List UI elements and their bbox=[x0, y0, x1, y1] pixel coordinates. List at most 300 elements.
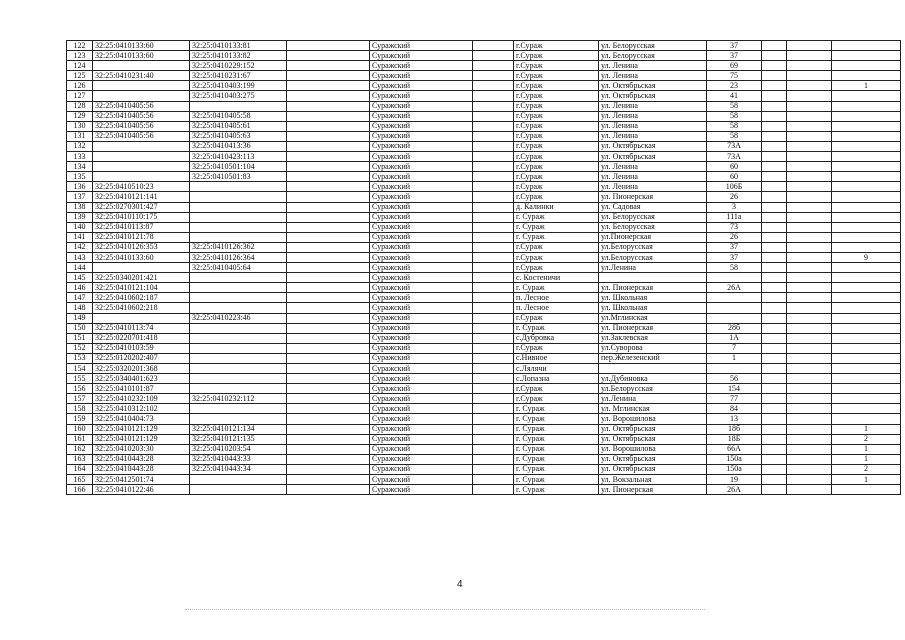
table-row bbox=[67, 172, 901, 182]
cell-house-number: 58 bbox=[707, 111, 762, 121]
cell-blank-col-2 bbox=[473, 475, 514, 485]
cell-house-number: 26А bbox=[707, 485, 762, 495]
cell-blank-col-3 bbox=[762, 172, 787, 182]
cell-cadastral-number: 32:25:0410312:102 bbox=[93, 404, 190, 414]
cell-sub-cadastral-number bbox=[190, 182, 287, 192]
cell-blank-col-2 bbox=[473, 313, 514, 323]
cell-district: Суражский bbox=[370, 162, 473, 172]
cell-house-number: 23 bbox=[707, 81, 762, 91]
cell-blank-col-3 bbox=[762, 71, 787, 81]
cell-district: Суражский bbox=[370, 414, 473, 424]
cell-blank-col-2 bbox=[473, 152, 514, 162]
cell-district: Суражский bbox=[370, 333, 473, 343]
table-row bbox=[67, 51, 901, 61]
cell-sub-cadastral-number: 32:25:0410126:362 bbox=[190, 242, 287, 252]
cell-locality: г. Сураж bbox=[514, 414, 599, 424]
cell-blank-col-3 bbox=[762, 374, 787, 384]
cell-district: Суражский bbox=[370, 192, 473, 202]
cell-blank-col-2 bbox=[473, 182, 514, 192]
cell-cadastral-number bbox=[93, 263, 190, 273]
cell-locality: г.Сураж bbox=[514, 343, 599, 353]
cell-blank-col bbox=[287, 394, 370, 404]
cell-house-number: 13 bbox=[707, 414, 762, 424]
cell-count: 1 bbox=[832, 475, 901, 485]
cell-locality: г.Сураж bbox=[514, 121, 599, 131]
cell-locality: г.Сураж bbox=[514, 131, 599, 141]
cell-house-number: 106Б bbox=[707, 182, 762, 192]
cell-house-number: 26 bbox=[707, 192, 762, 202]
cell-street: ул. Ворошилова bbox=[599, 414, 707, 424]
cell-district: Суражский bbox=[370, 111, 473, 121]
cell-count bbox=[832, 162, 901, 172]
cell-blank-col-3 bbox=[762, 364, 787, 374]
cell-row-number: 155 bbox=[67, 374, 93, 384]
cell-cadastral-number bbox=[93, 172, 190, 182]
cell-blank-col-2 bbox=[473, 141, 514, 151]
cell-sub-cadastral-number: 32:25:0410133:81 bbox=[190, 41, 287, 51]
cell-cadastral-number bbox=[93, 91, 190, 101]
cell-count bbox=[832, 404, 901, 414]
cell-blank-col-4 bbox=[787, 404, 832, 414]
cell-cadastral-number: 32:25:0410405:56 bbox=[93, 131, 190, 141]
cell-locality: г.Сураж bbox=[514, 313, 599, 323]
cell-row-number: 124 bbox=[67, 61, 93, 71]
cell-blank-col-2 bbox=[473, 384, 514, 394]
cell-count bbox=[832, 152, 901, 162]
cell-street: ул. Ленина bbox=[599, 131, 707, 141]
cell-row-number: 159 bbox=[67, 414, 93, 424]
cell-blank-col bbox=[287, 192, 370, 202]
cell-row-number: 135 bbox=[67, 172, 93, 182]
cell-blank-col-4 bbox=[787, 444, 832, 454]
table-row bbox=[67, 404, 901, 414]
cell-locality: г.Сураж bbox=[514, 101, 599, 111]
cell-street: ул. Белорусская bbox=[599, 51, 707, 61]
cell-blank-col bbox=[287, 141, 370, 151]
cell-row-number: 130 bbox=[67, 121, 93, 131]
cell-row-number: 153 bbox=[67, 353, 93, 363]
cell-count bbox=[832, 222, 901, 232]
cell-blank-col-4 bbox=[787, 71, 832, 81]
cell-sub-cadastral-number: 32:25:0410443:33 bbox=[190, 454, 287, 464]
cell-row-number: 156 bbox=[67, 384, 93, 394]
cell-count bbox=[832, 172, 901, 182]
cell-blank-col bbox=[287, 414, 370, 424]
cell-row-number: 125 bbox=[67, 71, 93, 81]
cell-district: Суражский bbox=[370, 454, 473, 464]
cell-blank-col-4 bbox=[787, 485, 832, 495]
cell-sub-cadastral-number bbox=[190, 374, 287, 384]
cell-row-number: 128 bbox=[67, 101, 93, 111]
cell-blank-col-4 bbox=[787, 273, 832, 283]
cell-blank-col-3 bbox=[762, 444, 787, 454]
cell-blank-col-3 bbox=[762, 192, 787, 202]
cell-count bbox=[832, 131, 901, 141]
cell-blank-col bbox=[287, 172, 370, 182]
cell-sub-cadastral-number: 32:25:0410126:364 bbox=[190, 252, 287, 262]
cell-blank-col-3 bbox=[762, 111, 787, 121]
cell-street: ул.Пионерская bbox=[599, 232, 707, 242]
cell-district: Суражский bbox=[370, 232, 473, 242]
cell-row-number: 154 bbox=[67, 364, 93, 374]
cell-row-number: 161 bbox=[67, 434, 93, 444]
table-row bbox=[67, 444, 901, 454]
cell-street: ул. Белорусская bbox=[599, 222, 707, 232]
cell-house-number: 150а bbox=[707, 464, 762, 474]
cell-blank-col-2 bbox=[473, 293, 514, 303]
cell-blank-col-2 bbox=[473, 71, 514, 81]
cell-blank-col-4 bbox=[787, 111, 832, 121]
cell-blank-col-2 bbox=[473, 41, 514, 51]
registry-table bbox=[66, 40, 901, 495]
table-row bbox=[67, 152, 901, 162]
cell-blank-col-4 bbox=[787, 192, 832, 202]
cell-district: Суражский bbox=[370, 242, 473, 252]
cell-blank-col-2 bbox=[473, 444, 514, 454]
cell-locality: г.Сураж bbox=[514, 182, 599, 192]
cell-district: Суражский bbox=[370, 444, 473, 454]
cell-cadastral-number: 32:25:0220701:418 bbox=[93, 333, 190, 343]
table-row bbox=[67, 485, 901, 495]
cell-district: Суражский bbox=[370, 152, 473, 162]
cell-house-number: 73А bbox=[707, 152, 762, 162]
cell-cadastral-number: 32:25:0410121:129 bbox=[93, 434, 190, 444]
cell-row-number: 142 bbox=[67, 242, 93, 252]
cell-blank-col-3 bbox=[762, 101, 787, 111]
cell-district: Суражский bbox=[370, 61, 473, 71]
cell-row-number: 150 bbox=[67, 323, 93, 333]
cell-sub-cadastral-number bbox=[190, 232, 287, 242]
cell-sub-cadastral-number bbox=[190, 384, 287, 394]
cell-district: Суражский bbox=[370, 353, 473, 363]
cell-district: Суражский bbox=[370, 283, 473, 293]
cell-house-number bbox=[707, 293, 762, 303]
cell-house-number: 41 bbox=[707, 91, 762, 101]
cell-blank-col bbox=[287, 212, 370, 222]
cell-blank-col-4 bbox=[787, 81, 832, 91]
cell-blank-col-4 bbox=[787, 394, 832, 404]
cell-blank-col-4 bbox=[787, 222, 832, 232]
table-row bbox=[67, 111, 901, 121]
cell-street: ул. Пионерская bbox=[599, 323, 707, 333]
cell-blank-col bbox=[287, 343, 370, 353]
cell-sub-cadastral-number bbox=[190, 101, 287, 111]
cell-blank-col bbox=[287, 323, 370, 333]
cell-blank-col-2 bbox=[473, 222, 514, 232]
cell-row-number: 157 bbox=[67, 394, 93, 404]
table-row bbox=[67, 424, 901, 434]
cell-count bbox=[832, 353, 901, 363]
cell-cadastral-number: 32:25:0410121:104 bbox=[93, 283, 190, 293]
cell-sub-cadastral-number bbox=[190, 293, 287, 303]
cell-count bbox=[832, 485, 901, 495]
table-row bbox=[67, 252, 901, 262]
cell-district: Суражский bbox=[370, 464, 473, 474]
cell-locality: г. Сураж bbox=[514, 424, 599, 434]
cell-blank-col bbox=[287, 41, 370, 51]
cell-blank-col-4 bbox=[787, 242, 832, 252]
cell-locality: г.Сураж bbox=[514, 162, 599, 172]
cell-blank-col bbox=[287, 111, 370, 121]
cell-sub-cadastral-number bbox=[190, 212, 287, 222]
cell-cadastral-number: 32:25:0410510:23 bbox=[93, 182, 190, 192]
cell-house-number: 1А bbox=[707, 333, 762, 343]
cell-street: ул. Октябрьская bbox=[599, 434, 707, 444]
cell-sub-cadastral-number bbox=[190, 303, 287, 313]
cell-cadastral-number: 32:25:0410121:141 bbox=[93, 192, 190, 202]
cell-street: ул. Октябрьская bbox=[599, 141, 707, 151]
cell-locality: г. Сураж bbox=[514, 454, 599, 464]
cell-street: ул. Садовая bbox=[599, 202, 707, 212]
cell-blank-col-3 bbox=[762, 424, 787, 434]
cell-district: Суражский bbox=[370, 323, 473, 333]
cell-row-number: 132 bbox=[67, 141, 93, 151]
cell-district: Суражский bbox=[370, 374, 473, 384]
cell-locality: г. Сураж bbox=[514, 232, 599, 242]
cell-blank-col bbox=[287, 313, 370, 323]
cell-sub-cadastral-number bbox=[190, 414, 287, 424]
cell-count: 1 bbox=[832, 454, 901, 464]
cell-locality: г.Сураж bbox=[514, 91, 599, 101]
cell-count bbox=[832, 192, 901, 202]
cell-cadastral-number: 32:25:0270301:427 bbox=[93, 202, 190, 212]
cell-blank-col-2 bbox=[473, 192, 514, 202]
cell-district: Суражский bbox=[370, 41, 473, 51]
cell-count bbox=[832, 121, 901, 131]
cell-locality: г.Сураж bbox=[514, 263, 599, 273]
cell-house-number: 19 bbox=[707, 475, 762, 485]
cell-house-number: 73А bbox=[707, 141, 762, 151]
cell-count bbox=[832, 101, 901, 111]
cell-locality: г.Сураж bbox=[514, 71, 599, 81]
cell-blank-col bbox=[287, 303, 370, 313]
cell-district: Суражский bbox=[370, 101, 473, 111]
cell-cadastral-number: 32:25:0410232:109 bbox=[93, 394, 190, 404]
cell-street: ул.Заклевская bbox=[599, 333, 707, 343]
table-row bbox=[67, 131, 901, 141]
cell-count bbox=[832, 333, 901, 343]
cell-house-number: 56 bbox=[707, 374, 762, 384]
cell-blank-col bbox=[287, 424, 370, 434]
cell-blank-col-2 bbox=[473, 424, 514, 434]
cell-locality: г. Сураж bbox=[514, 485, 599, 495]
cell-blank-col bbox=[287, 152, 370, 162]
cell-blank-col-3 bbox=[762, 162, 787, 172]
cell-blank-col-3 bbox=[762, 273, 787, 283]
cell-street: ул. Ленина bbox=[599, 121, 707, 131]
cell-blank-col-2 bbox=[473, 51, 514, 61]
cell-blank-col-3 bbox=[762, 323, 787, 333]
cell-district: Суражский bbox=[370, 485, 473, 495]
cell-row-number: 137 bbox=[67, 192, 93, 202]
cell-house-number: 58 bbox=[707, 101, 762, 111]
cell-count bbox=[832, 293, 901, 303]
cell-district: Суражский bbox=[370, 263, 473, 273]
cell-district: Суражский bbox=[370, 212, 473, 222]
cell-cadastral-number: 32:25:0410101:87 bbox=[93, 384, 190, 394]
table-row bbox=[67, 81, 901, 91]
cell-blank-col-4 bbox=[787, 212, 832, 222]
table-row bbox=[67, 121, 901, 131]
cell-district: Суражский bbox=[370, 141, 473, 151]
cell-row-number: 123 bbox=[67, 51, 93, 61]
cell-cadastral-number bbox=[93, 81, 190, 91]
cell-blank-col bbox=[287, 475, 370, 485]
cell-blank-col bbox=[287, 202, 370, 212]
cell-locality: г. Сураж bbox=[514, 434, 599, 444]
cell-cadastral-number: 32:25:0410443:28 bbox=[93, 454, 190, 464]
cell-blank-col bbox=[287, 162, 370, 172]
cell-row-number: 127 bbox=[67, 91, 93, 101]
table-row bbox=[67, 303, 901, 313]
table-row bbox=[67, 91, 901, 101]
cell-locality: г. Сураж bbox=[514, 212, 599, 222]
cell-blank-col bbox=[287, 121, 370, 131]
cell-blank-col-2 bbox=[473, 394, 514, 404]
cell-cadastral-number: 32:25:0412501:74 bbox=[93, 475, 190, 485]
cell-count bbox=[832, 111, 901, 121]
cell-house-number: 154 bbox=[707, 384, 762, 394]
cell-blank-col-4 bbox=[787, 333, 832, 343]
cell-count bbox=[832, 182, 901, 192]
cell-cadastral-number: 32:25:0410121:78 bbox=[93, 232, 190, 242]
cell-street: ул. Октябрьская bbox=[599, 464, 707, 474]
cell-cadastral-number: 32:25:0410405:56 bbox=[93, 121, 190, 131]
cell-blank-col-4 bbox=[787, 283, 832, 293]
cell-street: ул. Октябрьская bbox=[599, 91, 707, 101]
table-row bbox=[67, 41, 901, 51]
cell-blank-col bbox=[287, 242, 370, 252]
table-row bbox=[67, 343, 901, 353]
cell-cadastral-number bbox=[93, 152, 190, 162]
cell-locality: с.Нивное bbox=[514, 353, 599, 363]
cell-sub-cadastral-number: 32:25:0410403:199 bbox=[190, 81, 287, 91]
table-row bbox=[67, 232, 901, 242]
cell-blank-col-3 bbox=[762, 61, 787, 71]
cell-blank-col-2 bbox=[473, 454, 514, 464]
table-row bbox=[67, 212, 901, 222]
cell-cadastral-number: 32:25:0410404:73 bbox=[93, 414, 190, 424]
cell-blank-col-4 bbox=[787, 384, 832, 394]
cell-street: ул. Вокзальная bbox=[599, 475, 707, 485]
cell-cadastral-number: 32:25:0410203:30 bbox=[93, 444, 190, 454]
cell-blank-col bbox=[287, 273, 370, 283]
cell-blank-col-3 bbox=[762, 475, 787, 485]
cell-row-number: 144 bbox=[67, 263, 93, 273]
cell-count bbox=[832, 71, 901, 81]
cell-street: пер.Железенский bbox=[599, 353, 707, 363]
cell-blank-col-3 bbox=[762, 303, 787, 313]
cell-house-number: 26 bbox=[707, 232, 762, 242]
cell-locality: г.Сураж bbox=[514, 152, 599, 162]
cell-house-number bbox=[707, 364, 762, 374]
cell-street: ул. Пионерская bbox=[599, 283, 707, 293]
cell-count bbox=[832, 51, 901, 61]
table-row bbox=[67, 293, 901, 303]
cell-blank-col-2 bbox=[473, 61, 514, 71]
cell-locality: п. Лесное bbox=[514, 303, 599, 313]
cell-blank-col-2 bbox=[473, 111, 514, 121]
cell-row-number: 148 bbox=[67, 303, 93, 313]
cell-cadastral-number: 32:25:0410443:28 bbox=[93, 464, 190, 474]
cell-row-number: 151 bbox=[67, 333, 93, 343]
cell-cadastral-number bbox=[93, 313, 190, 323]
cell-locality: г.Сураж bbox=[514, 141, 599, 151]
cell-count bbox=[832, 313, 901, 323]
cell-house-number: 37 bbox=[707, 252, 762, 262]
cell-row-number: 122 bbox=[67, 41, 93, 51]
cell-district: Суражский bbox=[370, 91, 473, 101]
cell-sub-cadastral-number: 32:25:0410121:134 bbox=[190, 424, 287, 434]
table-row bbox=[67, 464, 901, 474]
cell-sub-cadastral-number: 32:25:0410403:275 bbox=[190, 91, 287, 101]
cell-count bbox=[832, 232, 901, 242]
cell-blank-col-3 bbox=[762, 222, 787, 232]
cell-blank-col-3 bbox=[762, 263, 787, 273]
table-row bbox=[67, 263, 901, 273]
cell-blank-col-4 bbox=[787, 374, 832, 384]
cell-blank-col-4 bbox=[787, 252, 832, 262]
cell-street: ул.Дубиновка bbox=[599, 374, 707, 384]
cell-count: 9 bbox=[832, 252, 901, 262]
cell-blank-col-4 bbox=[787, 434, 832, 444]
cell-blank-col-2 bbox=[473, 162, 514, 172]
cell-street: ул.Ленина bbox=[599, 263, 707, 273]
cell-count bbox=[832, 414, 901, 424]
cell-blank-col bbox=[287, 51, 370, 61]
cell-blank-col bbox=[287, 333, 370, 343]
cell-sub-cadastral-number: 32:25:0410121:135 bbox=[190, 434, 287, 444]
cell-blank-col-2 bbox=[473, 353, 514, 363]
cell-blank-col-4 bbox=[787, 353, 832, 363]
cell-street: ул. Белорусская bbox=[599, 41, 707, 51]
cell-street: ул. Пионерская bbox=[599, 192, 707, 202]
cell-street: ул. Ворошилова bbox=[599, 444, 707, 454]
cell-blank-col-3 bbox=[762, 121, 787, 131]
cell-sub-cadastral-number bbox=[190, 404, 287, 414]
cell-row-number: 165 bbox=[67, 475, 93, 485]
table-row bbox=[67, 101, 901, 111]
cell-blank-col-2 bbox=[473, 263, 514, 273]
cell-street: ул. Ленина bbox=[599, 182, 707, 192]
cell-cadastral-number: 32:25:0410121:129 bbox=[93, 424, 190, 434]
scan-artifact-line bbox=[185, 609, 705, 610]
cell-sub-cadastral-number bbox=[190, 485, 287, 495]
cell-blank-col-3 bbox=[762, 51, 787, 61]
cell-district: Суражский bbox=[370, 172, 473, 182]
cell-count bbox=[832, 141, 901, 151]
cell-row-number: 145 bbox=[67, 273, 93, 283]
cell-row-number: 141 bbox=[67, 232, 93, 242]
cell-house-number: 28б bbox=[707, 323, 762, 333]
cell-district: Суражский bbox=[370, 394, 473, 404]
cell-count bbox=[832, 343, 901, 353]
cell-row-number: 162 bbox=[67, 444, 93, 454]
cell-street: ул. Октябрьская bbox=[599, 81, 707, 91]
cell-cadastral-number: 32:25:0410602:218 bbox=[93, 303, 190, 313]
cell-blank-col bbox=[287, 464, 370, 474]
cell-sub-cadastral-number bbox=[190, 475, 287, 485]
cell-blank-col-3 bbox=[762, 283, 787, 293]
cell-blank-col bbox=[287, 353, 370, 363]
cell-house-number: 75 bbox=[707, 71, 762, 81]
cell-count: 1 bbox=[832, 444, 901, 454]
cell-cadastral-number: 32:25:0410110:175 bbox=[93, 212, 190, 222]
cell-blank-col-3 bbox=[762, 41, 787, 51]
cell-blank-col-2 bbox=[473, 414, 514, 424]
cell-blank-col bbox=[287, 444, 370, 454]
cell-cadastral-number: 32:25:0120202:407 bbox=[93, 353, 190, 363]
